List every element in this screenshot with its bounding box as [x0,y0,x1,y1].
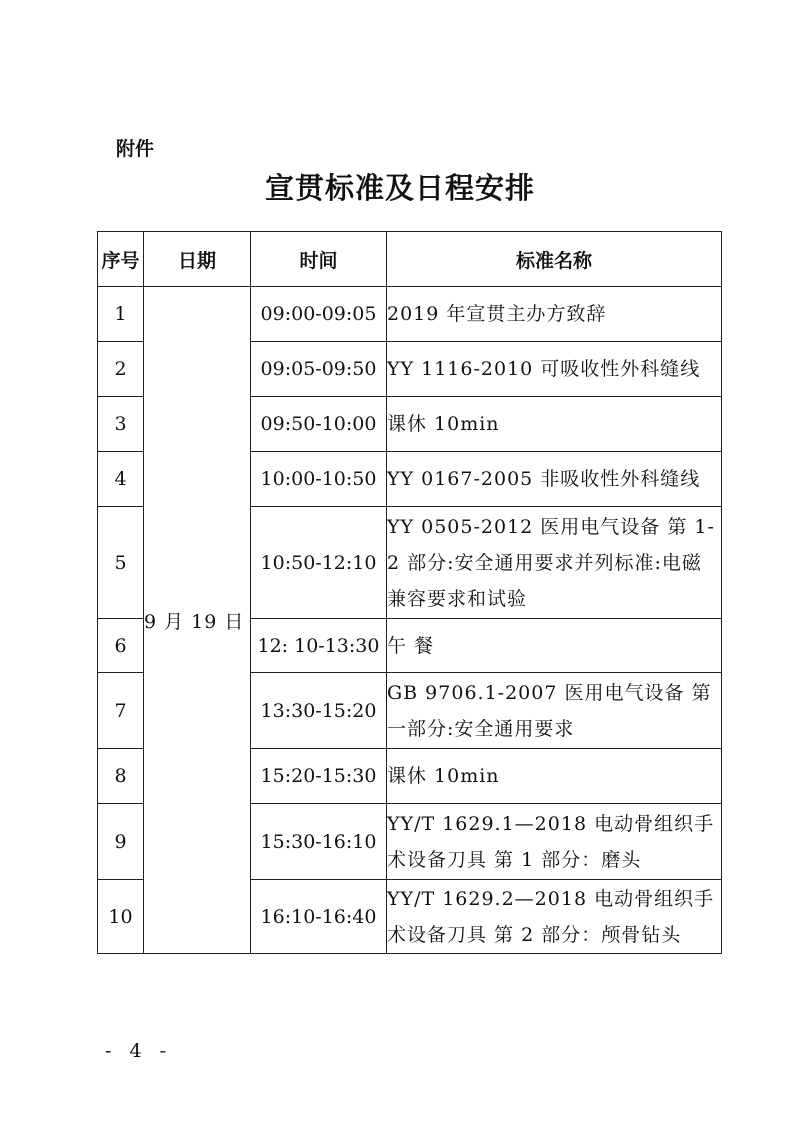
standard-name-cell: 课休 10min [387,397,722,452]
date-cell: 9 月 19 日 [144,287,251,954]
time-cell: 15:30-16:10 [251,804,387,880]
seq-cell: 10 [98,880,144,954]
schedule-table [97,231,722,954]
time-cell: 10:00-10:50 [251,452,387,507]
column-header-date: 日期 [144,232,251,287]
seq-cell: 5 [98,507,144,619]
page-number: - 4 - [105,1040,173,1062]
table-header-row [98,232,722,287]
time-cell: 10:50-12:10 [251,507,387,619]
page-title: 宣贯标准及日程安排 [264,171,535,205]
column-header-time: 时间 [251,232,387,287]
time-cell: 12: 10-13:30 [251,619,387,673]
standard-name-cell: YY 0505-2012 医用电气设备 第 1-2 部分:安全通用要求并列标准:电磁兼容要求和试验 [387,507,722,619]
time-cell: 09:05-09:50 [251,342,387,397]
standard-name-cell: GB 9706.1-2007 医用电气设备 第一部分:安全通用要求 [387,673,722,749]
standard-name-cell: YY 1116-2010 可吸收性外科缝线 [387,342,722,397]
standard-name-cell: 课休 10min [387,749,722,804]
column-header-seq: 序号 [98,232,144,287]
seq-cell: 8 [98,749,144,804]
seq-cell: 6 [98,619,144,673]
seq-cell: 2 [98,342,144,397]
standard-name-cell: YY/T 1629.2—2018 电动骨组织手术设备刀具 第 2 部分：颅骨钻头 [387,880,722,954]
standard-name-cell: YY/T 1629.1—2018 电动骨组织手术设备刀具 第 1 部分：磨头 [387,804,722,880]
seq-cell: 3 [98,397,144,452]
seq-cell: 4 [98,452,144,507]
standard-name-cell: 午 餐 [387,619,722,673]
time-cell: 13:30-15:20 [251,673,387,749]
time-cell: 09:00-09:05 [251,287,387,342]
seq-cell: 1 [98,287,144,342]
time-cell: 16:10-16:40 [251,880,387,954]
standard-name-cell: 2019 年宣贯主办方致辞 [387,287,722,342]
attachment-label: 附件 [116,138,155,160]
time-cell: 09:50-10:00 [251,397,387,452]
seq-cell: 9 [98,804,144,880]
standard-name-cell: YY 0167-2005 非吸收性外科缝线 [387,452,722,507]
seq-cell: 7 [98,673,144,749]
column-header-standard: 标准名称 [387,232,722,287]
time-cell: 15:20-15:30 [251,749,387,804]
table-row [98,287,722,342]
